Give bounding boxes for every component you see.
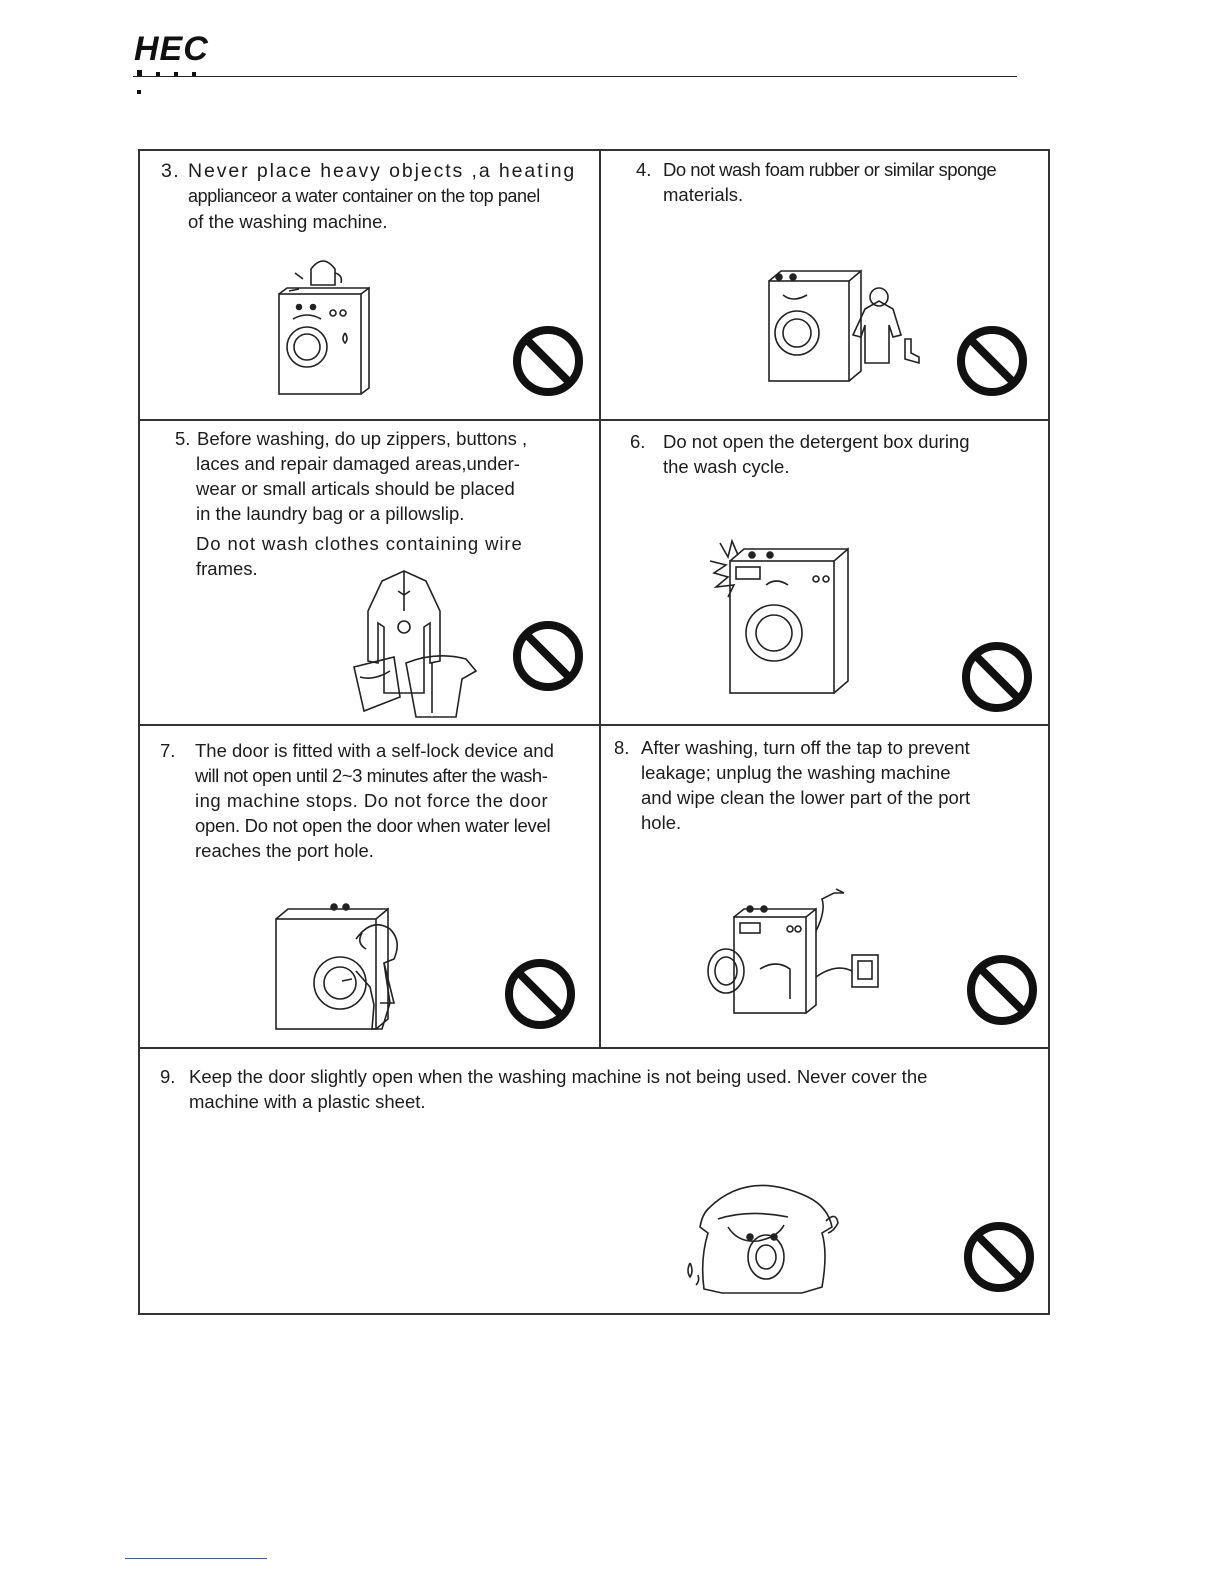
item-6-text — [630, 429, 1030, 479]
washer-with-sponge-clothes-illustration — [763, 257, 923, 385]
prohibition-icon — [954, 323, 1030, 399]
logo-dots — [137, 63, 224, 99]
item-number: 6. — [630, 431, 646, 452]
item-9-text — [160, 1064, 1040, 1114]
item-line: Before washing, do up zippers, buttons , — [197, 428, 528, 449]
item-number: 9. — [160, 1066, 176, 1087]
washer-unplugged-tap-illustration — [704, 887, 894, 1019]
item-line: open. Do not open the door when water level — [195, 815, 551, 836]
person-opening-washer-door-illustration — [270, 893, 430, 1033]
item-line: The door is fitted with a self-lock device and — [195, 740, 554, 761]
item-line: and wipe clean the lower part of the port — [641, 787, 971, 808]
item-line: in the laundry bag or a pillowslip. — [196, 503, 465, 524]
item-7-text — [160, 738, 590, 863]
item-8-text — [614, 735, 1024, 835]
prohibition-icon — [502, 956, 578, 1032]
footer-rule — [125, 1558, 267, 1559]
item-5-text — [175, 426, 585, 581]
prohibition-icon — [964, 952, 1040, 1028]
covered-washer-illustration — [678, 1179, 848, 1295]
item-line: frames. — [196, 558, 258, 579]
prohibition-icon — [510, 618, 586, 694]
item-number: 4. — [636, 159, 652, 180]
item-line: of the washing machine. — [188, 211, 388, 232]
prohibition-icon — [961, 1219, 1037, 1295]
item-3-text — [161, 159, 581, 234]
safety-table — [138, 149, 1050, 1315]
item-line: reaches the port hole. — [195, 840, 374, 861]
item-line: ing machine stops. Do not force the door — [195, 790, 549, 811]
item-4-text — [636, 157, 1036, 207]
clothes-pile-illustration — [346, 567, 486, 719]
item-number: 7. — [160, 740, 176, 761]
item-line: machine with a plastic sheet. — [189, 1091, 426, 1112]
item-line: Never place heavy objects ,a heating — [188, 160, 577, 182]
washer-detergent-box-illustration — [706, 531, 856, 697]
item-line: the wash cycle. — [663, 456, 790, 477]
item-line: Do not open the detergent box during — [663, 431, 970, 452]
item-number: 5. — [175, 428, 191, 449]
item-line: Keep the door slightly open when the washing machine is not being used. Never cover the — [189, 1066, 928, 1087]
item-line: materials. — [663, 184, 744, 205]
item-line: After washing, turn off the tap to prevent — [641, 737, 970, 758]
item-line: leakage; unplug the washing machine — [641, 762, 951, 783]
hec-logo — [134, 32, 224, 72]
prohibition-icon — [510, 323, 586, 399]
header-rule — [133, 76, 1017, 77]
logo-text: HEC — [134, 30, 209, 68]
item-number: 8. — [614, 737, 630, 758]
item-line: laces and repair damaged areas,under- — [196, 453, 520, 474]
item-line: hole. — [641, 812, 682, 833]
item-line: will not open until 2~3 minutes after the wash- — [195, 765, 548, 786]
item-line: applianceor a water container on the top panel — [188, 186, 540, 206]
washer-with-kettle-illustration — [273, 249, 373, 399]
item-number: 3. — [161, 160, 181, 182]
item-line: Do not wash clothes containing wire — [196, 533, 523, 554]
prohibition-icon — [959, 639, 1035, 715]
item-line: Do not wash foam rubber or similar sponge — [663, 159, 997, 180]
item-line: wear or small articals should be placed — [196, 478, 515, 499]
